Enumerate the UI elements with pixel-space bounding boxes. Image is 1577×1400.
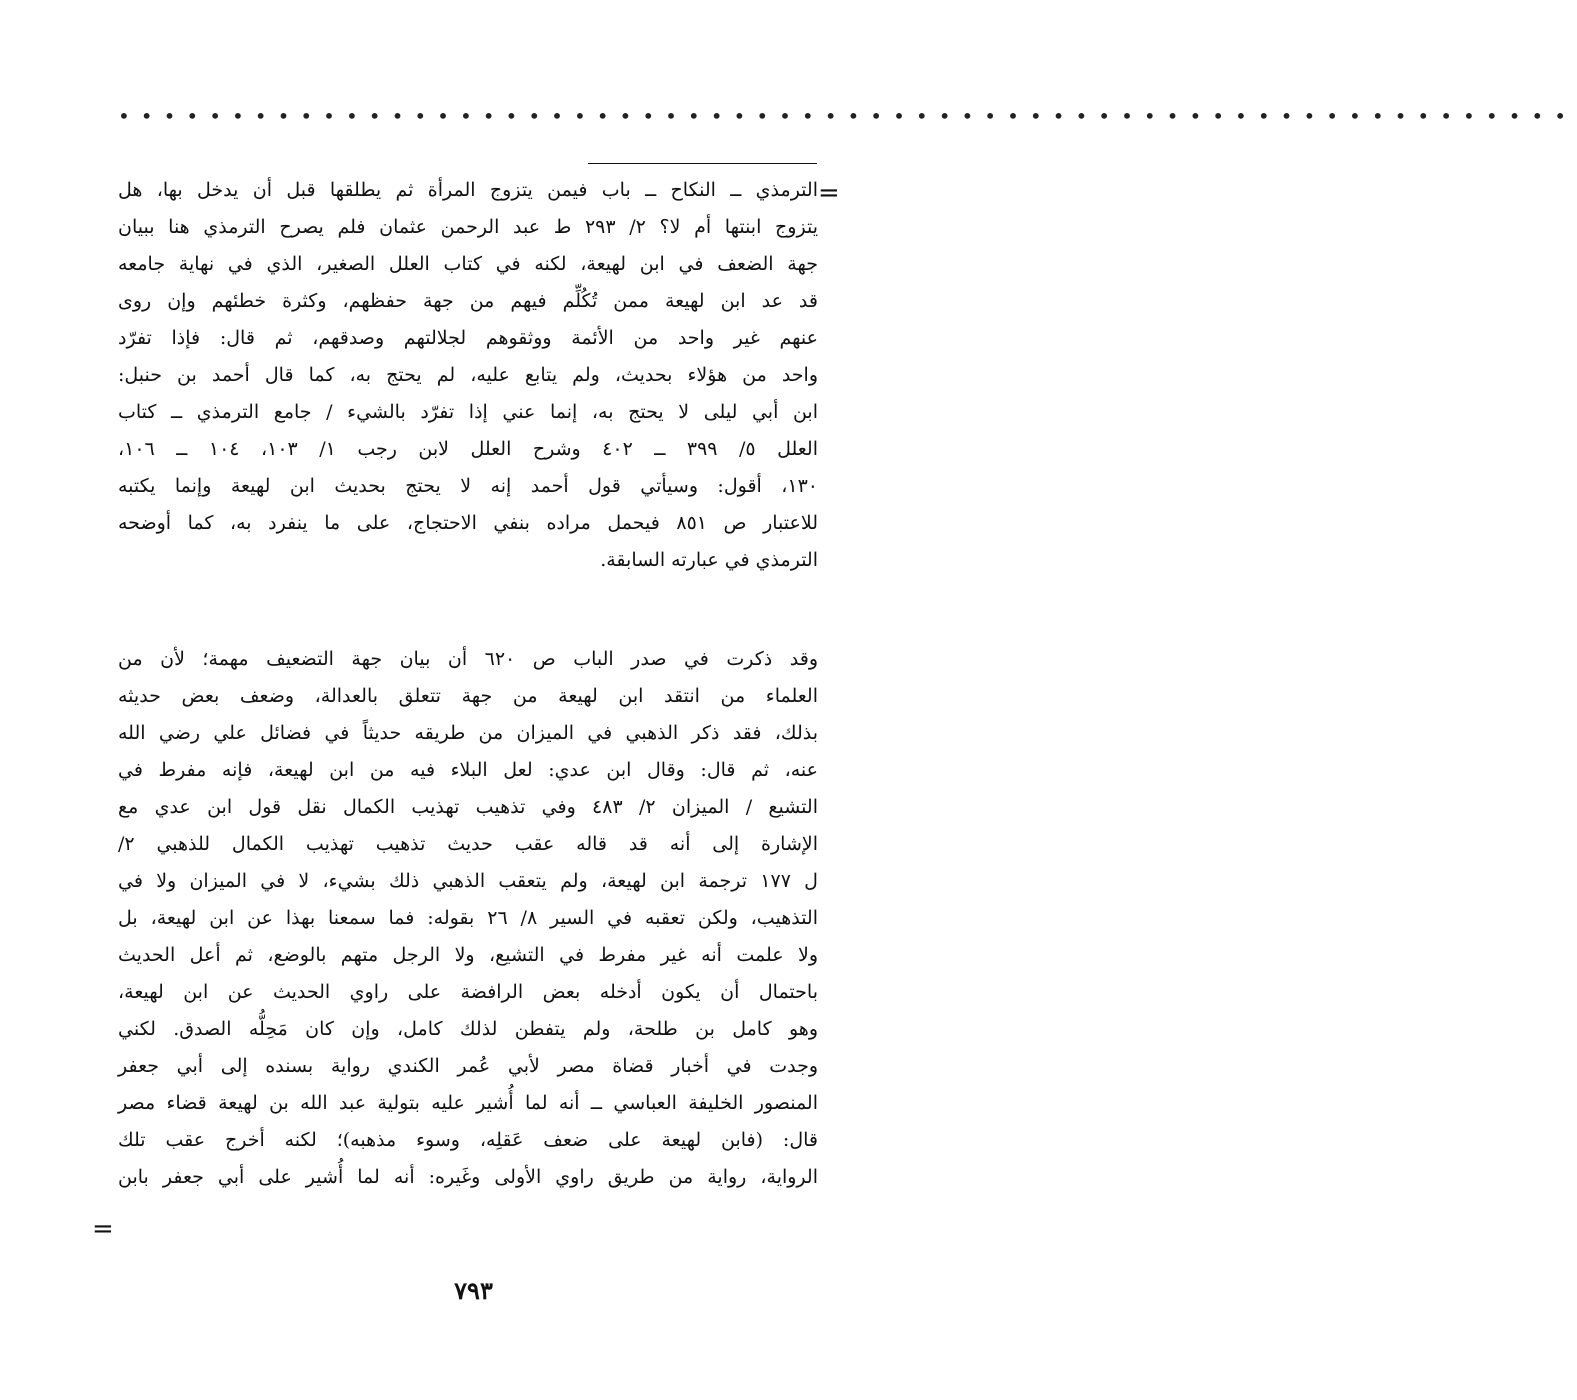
page-number: ٧٩٣ <box>454 1276 493 1305</box>
body-line: قال: (فابن لهيعة على ضعف عَقلِه، وسوء مذهبه)؛ لكنه أخرج عقب تلك <box>118 1129 818 1151</box>
body-line: التشيع / الميزان ٢/ ٤٨٣ وفي تذهيب تهذيب الكمال نقل قول ابن عدي مع <box>118 796 818 818</box>
footnote-line: قد عد ابن لهيعة ممن تُكُلِّم فيهم من جهة حفظهم، وكثرة خطئهم وإن روى <box>118 290 818 312</box>
body-line: العلماء من انتقد ابن لهيعة من جهة تتعلق بالعدالة، وضعف بعض حديثه <box>118 685 818 707</box>
body-line: باحتمال أن يكون أدخله بعض الرافضة على راوي الحديث عن ابن لهيعة، <box>118 981 818 1003</box>
footnote-line: الترمذي ــ النكاح ــ باب فيمن يتزوج المرأة ثم يطلقها قبل أن يدخل بها، هل <box>118 179 818 201</box>
footnote-line: ابن أبي ليلى لا يحتج به، إنما عني إذا تفرّد بالشيء / جامع الترمذي ــ كتاب <box>118 401 818 423</box>
footnote-block <box>118 172 818 579</box>
body-line: وهو كامل بن طلحة، ولم يتفطن لذلك كامل، وإن كان مَحِلُّه الصدق. لكني <box>118 1018 818 1040</box>
body-line: الرواية، رواية من طريق راوي الأولى وغَيره: أنه لما أُشير على أبي جعفر بابن <box>118 1166 818 1188</box>
footnote-line: واحد من هؤلاء بحديث، ولم يتابع عليه، لم يحتج به، كما قال أحمد بن حنبل: <box>118 364 818 386</box>
footnote-line: ١٣٠، أقول: وسيأتي قول أحمد إنه لا يحتج بحديث ابن لهيعة وإنما يكتبه <box>118 475 818 497</box>
footnote-line: عنهم غير واحد من الأئمة ووثقوهم لجلالتهم وصدقهم، ثم قال: فإذا تفرّد <box>118 327 818 349</box>
body-line: الإشارة إلى أنه قد قاله عقب حديث تذهيب تهذيب الكمال للذهبي ٢/ <box>118 833 818 855</box>
body-line: وجدت في أخبار قضاة مصر لأبي عُمر الكندي رواية بسنده إلى أبي جعفر <box>118 1055 818 1077</box>
continuation-mark-top: = <box>818 178 840 208</box>
body-line: ولا علمت أنه غير مفرط في التشيع، ولا الرجل متهم بالوضع، ثم أعل الحديث <box>118 944 818 966</box>
footnote-line: للاعتبار ص ٨٥١ فيحمل مراده بنفي الاحتجاج، على ما ينفرد به، كما أوضحه <box>118 512 818 534</box>
body-line: وقد ذكرت في صدر الباب ص ٦٢٠ أن بيان جهة التضعيف مهمة؛ لأن من <box>118 648 818 670</box>
body-line: ل ١٧٧ ترجمة ابن لهيعة، ولم يتعقب الذهبي ذلك بشيء، لا في الميزان ولا في <box>118 870 818 892</box>
body-line: التذهيب، ولكن تعقبه في السير ٨/ ٢٦ بقوله: فما سمعنا بهذا عن ابن لهيعة، بل <box>118 907 818 929</box>
body-line: بذلك، فقد ذكر الذهبي في الميزان من طريقه حديثاً في فضائل علي رضي الله <box>118 722 818 744</box>
body-line: عنه، ثم قال: وقال ابن عدي: لعل البلاء فيه من ابن لهيعة، فإنه مفرط في <box>118 759 818 781</box>
footnote-line: جهة الضعف في ابن لهيعة، لكنه في كتاب العلل الصغير، الذي في نهاية جامعه <box>118 253 818 275</box>
body-paragraph <box>118 641 818 1196</box>
footnote-rule <box>588 163 817 164</box>
dotted-separator: •••••••••••••••••••••••••••••••••••••••••••••••••••••••••••••••• <box>118 104 1577 128</box>
footnote-line: يتزوج ابنتها أم لا؟ ٢/ ٢٩٣ ط عبد الرحمن عثمان فلم يصرح الترمذي هنا ببيان <box>118 216 818 238</box>
continuation-mark-bottom: = <box>92 1214 114 1244</box>
footnote-line: العلل ٥/ ٣٩٩ ــ ٤٠٢ وشرح العلل لابن رجب ١/ ١٠٣، ١٠٤ ــ ١٠٦، <box>118 438 819 460</box>
body-line: المنصور الخليفة العباسي ــ أنه لما أُشير عليه بتولية عبد الله بن لهيعة قضاء مصر <box>118 1092 818 1114</box>
footnote-line: الترمذي في عبارته السابقة. <box>600 549 818 571</box>
